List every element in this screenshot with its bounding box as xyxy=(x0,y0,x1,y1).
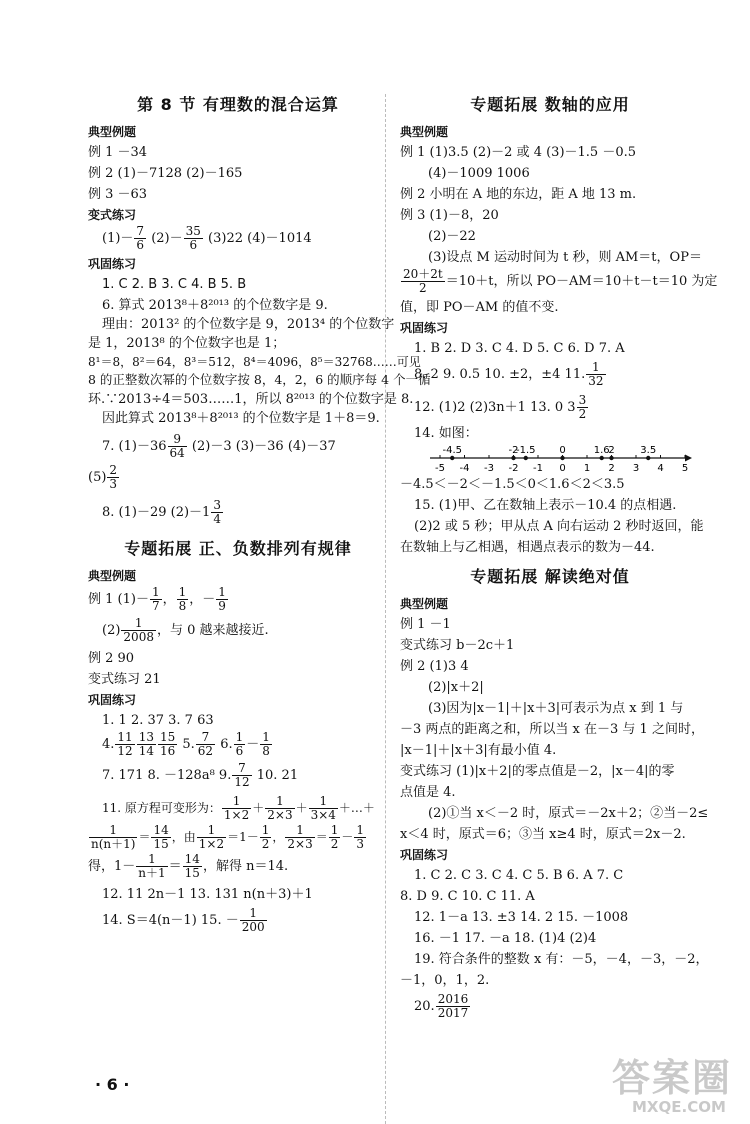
answer-line xyxy=(88,853,388,880)
text: ，与 0 越来越接近. xyxy=(156,622,269,638)
number-line-point-label: -4.5 xyxy=(442,445,463,456)
watermark-url: MXQE.COM xyxy=(632,1098,726,1116)
number-line-tick-label: -4 xyxy=(459,463,470,474)
numerator: 7 xyxy=(196,731,215,745)
answer-line: 变式练习 (1)|x＋2|的零点值是－2，|x－4|的零 xyxy=(400,764,675,779)
text: ＋ xyxy=(252,800,265,815)
denominator: 6 xyxy=(189,238,198,252)
section-title: 第 8 节 有理数的混合运算 xyxy=(137,95,339,114)
answer-line xyxy=(88,907,388,934)
numerator: 1 xyxy=(197,824,226,838)
text: ＝ xyxy=(168,858,182,874)
fraction xyxy=(309,795,338,822)
text: 4. xyxy=(102,736,115,752)
denominator: 2008 xyxy=(123,629,154,644)
fraction xyxy=(137,731,156,758)
numerator: 1 xyxy=(218,584,226,599)
text: 14. S＝4(n－1) 15. － xyxy=(102,912,239,928)
answer-line: 变式练习 b－2c＋1 xyxy=(400,638,515,653)
numerator: 3 xyxy=(213,497,221,512)
denominator: 15 xyxy=(184,865,200,880)
fraction xyxy=(107,464,119,491)
fraction xyxy=(177,586,189,613)
fraction xyxy=(232,762,251,789)
right-column xyxy=(400,92,718,1020)
numerator: 1 xyxy=(285,824,314,838)
answer-line: |x－1|＋|x＋3|有最小值 4. xyxy=(400,743,557,758)
answer-line: 1. C 2. B 3. C 4. B 5. B xyxy=(102,277,247,292)
answer-line: 在数轴上与乙相遇，相遇点表示的数为－44. xyxy=(400,540,655,555)
denominator: 9 xyxy=(218,598,226,613)
denominator: 64 xyxy=(169,445,185,460)
answer-line: (2)|x＋2| xyxy=(428,680,484,695)
fraction xyxy=(285,824,314,851)
numerator: 14 xyxy=(184,851,200,866)
subheading: 典型例题 xyxy=(400,597,449,611)
fraction xyxy=(401,268,445,295)
text: － xyxy=(246,736,260,752)
fraction xyxy=(121,617,156,644)
answer-line xyxy=(88,433,388,460)
number-line-tick-label: 4 xyxy=(657,463,664,474)
denominator: 8 xyxy=(262,743,270,758)
numerator: 2016 xyxy=(437,992,469,1006)
fraction xyxy=(260,824,272,851)
text: 12. (1)2 (2)3n＋1 13. 0 3 xyxy=(414,400,576,415)
answer-line: 14. 如图： xyxy=(414,426,478,441)
number-line-point-label: 2 xyxy=(608,445,615,456)
text: 5. xyxy=(178,736,195,752)
fraction xyxy=(260,731,272,758)
watermark-logo xyxy=(612,1058,732,1116)
answer-line: －3 两点的距离之和，所以当 x 在－3 与 1 之间时， xyxy=(400,722,704,737)
numerator: 1 xyxy=(356,822,365,837)
denominator: 200 xyxy=(241,919,265,934)
fraction xyxy=(89,824,137,851)
answer-line: 8. D 9. C 10. C 11. A xyxy=(400,889,535,904)
number-line-point xyxy=(511,456,515,460)
answer-line: 19. 符合条件的整数 x 有：－5，－4，－3，－2， xyxy=(414,952,709,967)
subheading: 典型例题 xyxy=(88,125,137,139)
numerator: 1 xyxy=(261,822,270,837)
subheading: 巩固练习 xyxy=(400,848,449,862)
denominator: 1×2 xyxy=(198,836,225,851)
fraction xyxy=(436,993,471,1020)
number-line-arrow xyxy=(685,455,692,462)
text: ， xyxy=(272,829,285,844)
number-line-tick-label: 2 xyxy=(608,463,615,474)
answer-line: (2)－22 xyxy=(428,229,476,244)
number-line-point-label: -2 xyxy=(508,445,519,456)
text: ， xyxy=(162,591,176,607)
number-line-tick-label: 5 xyxy=(681,463,689,474)
number-line-point xyxy=(560,456,564,460)
text: ，由 xyxy=(171,829,196,844)
subheading: 巩固练习 xyxy=(88,692,137,707)
answer-line: 例 2 小明在 A 地的东边，距 A 地 13 m. xyxy=(400,187,637,202)
denominator: 12 xyxy=(117,743,133,758)
text: ＝1－ xyxy=(227,829,259,844)
answer-line xyxy=(88,824,388,851)
subheading: 巩固练习 xyxy=(400,321,449,335)
text: ，－ xyxy=(189,591,216,607)
answer-line xyxy=(88,762,388,789)
answer-line: 变式练习 21 xyxy=(88,671,161,687)
denominator: 8 xyxy=(178,598,187,613)
text: 8. 2 9. 0.5 10. ±2，±4 11. xyxy=(414,367,586,382)
text: 得，1－ xyxy=(88,858,136,874)
denominator: n(n＋1) xyxy=(91,836,136,851)
numerator: 1 xyxy=(240,907,267,921)
numerator: 1 xyxy=(222,795,251,809)
numerator: 1 xyxy=(586,361,605,375)
answer-line: 16. －1 17. －a 18. (1)4 (2)4 xyxy=(414,931,597,946)
number-line-point-label: -1.5 xyxy=(515,445,536,456)
numerator: 1 xyxy=(151,584,160,599)
number-line-point-labels xyxy=(442,445,656,456)
fraction xyxy=(150,586,162,613)
answer-line xyxy=(88,464,388,491)
text: ＋ xyxy=(295,800,308,815)
subheading: 变式练习 xyxy=(88,208,137,222)
numerator: 7 xyxy=(232,762,251,776)
numerator: 7 xyxy=(136,224,145,238)
text: 11. 原方程可变形为： xyxy=(102,800,221,815)
answer-line: 例 2 90 xyxy=(88,650,135,666)
answer-line xyxy=(88,225,388,252)
number-line-tick-label: -2 xyxy=(508,463,519,474)
answer-line: 点值是 4. xyxy=(400,785,456,800)
answer-line: 1. C 2. C 3. C 4. C 5. B 6. A 7. C xyxy=(414,868,624,883)
answer-line: 值，即 PO－AM 的值不变. xyxy=(400,300,559,315)
denominator: 15 xyxy=(153,836,169,851)
number-line-point xyxy=(600,456,604,460)
fraction xyxy=(197,824,226,851)
numerator: 1 xyxy=(235,729,244,744)
answer-line: 例 3 －63 xyxy=(88,187,148,202)
fraction xyxy=(183,853,202,880)
denominator: 7 xyxy=(151,598,160,613)
denominator: 6 xyxy=(136,238,145,252)
denominator: 4 xyxy=(213,511,221,526)
section-title: 专题拓展 解读绝对值 xyxy=(470,567,630,586)
subheading: 典型例题 xyxy=(400,125,449,139)
answer-line: 1. 1 2. 37 3. 7 63 xyxy=(102,712,214,728)
text: (5) xyxy=(88,469,107,485)
number-line-tick-label: -5 xyxy=(435,463,445,474)
answer-line xyxy=(400,993,700,1020)
text: ＝10＋t，所以 PO－AM＝10＋t－t＝10 为定 xyxy=(445,274,718,289)
number-line-tick-label: -3 xyxy=(484,463,494,474)
fraction xyxy=(234,731,246,758)
numerator: 1 xyxy=(265,795,294,809)
answer-line xyxy=(400,394,700,421)
denominator: 16 xyxy=(159,743,176,758)
fraction xyxy=(216,586,228,613)
answer-line: 15. (1)甲、乙在数轴上表示－10.4 的点相遇. xyxy=(414,498,677,513)
answer-line: (2)2 或 5 秒；甲从点 A 向右运动 2 秒时返回，能 xyxy=(414,519,704,534)
answer-line: 8 的正整数次幂的个位数字按 8，4，2，6 的顺序每 4 个一循 xyxy=(88,372,431,387)
denominator: 2017 xyxy=(437,1006,469,1020)
answer-line: 12. 11 2n－1 13. 131 n(n＋3)＋1 xyxy=(102,886,313,902)
answer-line xyxy=(88,499,388,526)
number-line-point xyxy=(609,456,613,460)
fraction xyxy=(196,731,215,758)
answer-line: 6. 算式 2013⁸＋8²⁰¹³ 的个位数字是 9. xyxy=(102,298,328,313)
text: 例 1 (1)－ xyxy=(88,591,149,607)
answer-line xyxy=(88,731,388,758)
fraction xyxy=(586,361,605,388)
text: (1)－ xyxy=(102,231,134,246)
fraction xyxy=(329,824,341,851)
numerator: 1 xyxy=(121,617,156,631)
answer-line xyxy=(400,361,700,388)
denominator: 3 xyxy=(109,476,118,491)
text: ＋…＋ xyxy=(338,800,375,815)
numerator: 1 xyxy=(309,795,338,809)
text: 7. 171 8. －128a⁸ 9. xyxy=(102,767,232,783)
fraction xyxy=(184,225,203,252)
answer-line: 1. B 2. D 3. C 4. D 5. C 6. D 7. A xyxy=(414,341,625,356)
fraction xyxy=(136,853,167,880)
answer-line: 例 1 (1)3.5 (2)－2 或 4 (3)－1.5 －0.5 xyxy=(400,145,637,160)
denominator: 1×2 xyxy=(223,807,250,822)
numerator: 13 xyxy=(138,729,154,744)
denominator: 3 xyxy=(356,836,365,851)
numerator: 9 xyxy=(168,433,187,447)
subheading: 巩固练习 xyxy=(88,257,137,271)
number-line-tick-labels xyxy=(435,463,688,474)
numerator: 1 xyxy=(89,824,137,838)
number-line-point-label: 1.6 xyxy=(593,445,610,456)
fraction xyxy=(265,795,294,822)
section-title: 专题拓展 数轴的应用 xyxy=(470,95,630,114)
denominator: 62 xyxy=(197,743,214,758)
answer-line: －1，0，1，2. xyxy=(400,973,490,988)
numerator: 1 xyxy=(330,822,339,837)
answer-line: 8¹＝8，8²＝64，8³＝512，8⁴＝4096，8⁵＝32768……可见 xyxy=(88,355,421,369)
text: (2)－ xyxy=(147,231,183,246)
denominator: 6 xyxy=(235,743,244,758)
watermark-text: 答案圈 xyxy=(612,1056,733,1100)
number-line-point-label: 3.5 xyxy=(640,445,657,456)
denominator: n＋1 xyxy=(138,865,166,880)
answer-line xyxy=(88,586,388,613)
numerator: 20＋2t xyxy=(403,267,443,281)
denominator: 2×3 xyxy=(267,807,293,822)
fraction xyxy=(354,824,366,851)
fraction xyxy=(577,394,589,421)
answer-line: (3)设点 M 运动时间为 t 秒，则 AM＝t，OP＝ xyxy=(428,250,702,265)
number-line-tick-label: 3 xyxy=(632,463,640,474)
text: ＝ xyxy=(138,829,151,844)
numerator: 3 xyxy=(578,393,587,407)
answer-line xyxy=(400,267,718,295)
answer-line: 例 1 －34 xyxy=(88,145,148,160)
numerator: 35 xyxy=(185,224,201,238)
denominator: 2 xyxy=(419,281,427,295)
number-line-tick-label: -1 xyxy=(533,463,543,474)
fraction xyxy=(115,731,134,758)
answer-line: (3)因为|x－1|＋|x＋3|可表示为点 x 到 1 与 xyxy=(428,701,684,716)
answer-line: －4.5＜－2＜－1.5＜0＜1.6＜2＜3.5 xyxy=(400,477,625,492)
text: 20. xyxy=(414,999,435,1014)
answer-line: 例 3 (1)－8，20 xyxy=(400,208,499,223)
text: (3)22 (4)－1014 xyxy=(203,231,312,246)
denominator: 2 xyxy=(261,836,270,851)
text: ，解得 n＝14. xyxy=(202,858,289,874)
number-line-point xyxy=(450,456,454,460)
number-line-point xyxy=(646,456,650,460)
number-line-point xyxy=(524,456,528,460)
number-line-point-label: 0 xyxy=(559,445,566,456)
answer-line: 例 2 (1)－7128 (2)－165 xyxy=(88,166,243,181)
text: 10. 21 xyxy=(252,767,299,783)
number-line xyxy=(400,442,700,476)
subheading: 典型例题 xyxy=(88,568,137,583)
text: (2)－3 (3)－36 (4)－37 xyxy=(187,438,336,454)
numerator: 1 xyxy=(178,584,187,599)
answer-line: 理由：2013² 的个位数字是 9，2013⁴ 的个位数字 xyxy=(102,317,395,332)
fraction xyxy=(158,731,177,758)
answer-line: (4)－1009 1006 xyxy=(428,166,530,181)
answer-line xyxy=(88,617,388,644)
number-line-tick-label: 0 xyxy=(559,463,566,474)
numerator: 1 xyxy=(136,853,167,867)
page-number: · 6 · xyxy=(95,1075,130,1094)
answer-line: x＜4 时，原式＝6；③当 x≥4 时，原式＝2x－2. xyxy=(400,827,686,842)
denominator: 2 xyxy=(578,407,587,421)
fraction xyxy=(134,225,146,252)
numerator: 2 xyxy=(109,462,118,477)
answer-line: 例 1 －1 xyxy=(400,617,451,632)
text: (2) xyxy=(102,622,121,638)
denominator: 2 xyxy=(330,836,339,851)
denominator: 12 xyxy=(234,774,250,789)
fraction xyxy=(151,824,170,851)
answer-line: 是 1，2013⁸ 的个位数字也是 1； xyxy=(88,336,286,351)
text: ＝ xyxy=(315,829,328,844)
fraction xyxy=(211,499,223,526)
numerator: 1 xyxy=(262,729,270,744)
denominator: 32 xyxy=(588,374,604,388)
fraction xyxy=(222,795,251,822)
text: 7. (1)－36 xyxy=(102,438,167,454)
section-title: 专题拓展 正、负数排列有规律 xyxy=(124,538,352,558)
denominator: 3×4 xyxy=(310,807,336,822)
text: 6. xyxy=(216,736,233,752)
denominator: 2×3 xyxy=(287,836,313,851)
numerator: 15 xyxy=(159,729,176,744)
denominator: 14 xyxy=(138,743,154,758)
fraction xyxy=(240,907,267,934)
answer-line: 例 2 (1)3 4 xyxy=(400,659,469,674)
answer-line xyxy=(88,795,388,822)
numerator: 11 xyxy=(117,729,133,744)
answer-line: 12. 1－a 13. ±3 14. 2 15. －1008 xyxy=(414,910,629,925)
answer-line: (2)①当 x＜－2 时，原式＝－2x＋2；②当－2≤ xyxy=(428,806,709,821)
answer-line: 环.∵2013÷4＝503……1，所以 8²⁰¹³ 的个位数字是 8. xyxy=(88,391,414,407)
numerator: 14 xyxy=(153,822,169,837)
text: － xyxy=(341,829,354,844)
answer-line: 因此算式 2013⁸＋8²⁰¹³ 的个位数字是 1＋8＝9. xyxy=(102,410,380,426)
fraction xyxy=(168,433,187,460)
number-line-tick-label: 1 xyxy=(583,463,591,474)
text: 8. (1)－29 (2)－1 xyxy=(102,504,211,520)
